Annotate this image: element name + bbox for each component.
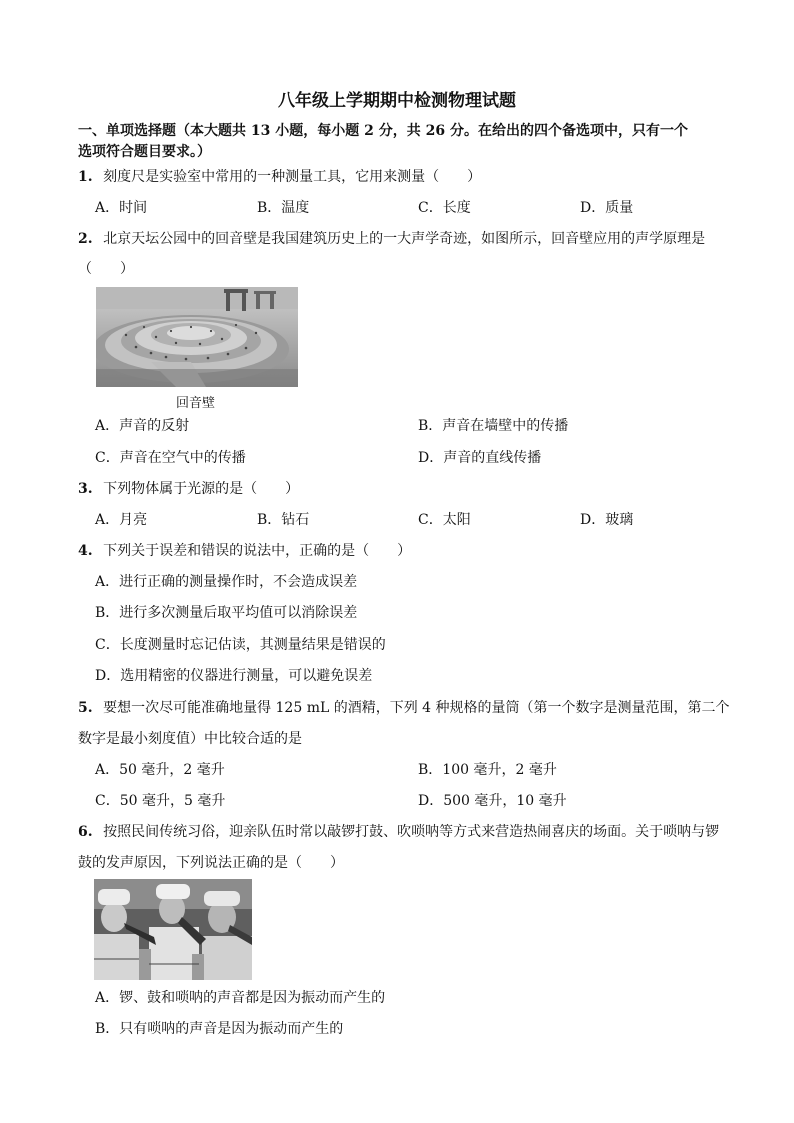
q3-option-d[interactable]: D．玻璃 (580, 512, 634, 528)
question-text: 要想一次尽可能准确地量得 125 mL 的酒精，下列 4 种规格的量筒（第一个数字是测量范围，第二个 (103, 700, 730, 716)
q6-option-a[interactable]: A．锣、鼓和唢呐的声音都是因为振动而产生的 (95, 990, 386, 1006)
page-title: 八年级上学期期中检测物理试题 (278, 91, 516, 111)
q1-option-a[interactable]: A．时间 (95, 200, 148, 216)
question-text: 按照民间传统习俗，迎亲队伍时常以敲锣打鼓、吹唢呐等方式来营造热闹喜庆的场面。关于唢呐与锣 (103, 824, 720, 840)
q2-option-c[interactable]: C．声音在空气中的传播 (95, 450, 246, 466)
question-text: 刻度尺是实验室中常用的一种测量工具，它用来测量（ ） (103, 169, 482, 185)
q2-option-a[interactable]: A．声音的反射 (95, 418, 190, 434)
q4-option-b[interactable]: B．进行多次测量后取平均值可以消除误差 (95, 605, 358, 621)
q3-option-b[interactable]: B．钻石 (257, 512, 310, 528)
q1-option-b[interactable]: B．温度 (257, 200, 310, 216)
question-number: 4. (78, 543, 93, 559)
echo-wall-photo (96, 287, 298, 387)
q5-option-d[interactable]: D．500 毫升，10 毫升 (418, 793, 567, 809)
q6-option-b[interactable]: B．只有唢呐的声音是因为振动而产生的 (95, 1021, 344, 1037)
question-text: 下列关于误差和错误的说法中，正确的是（ ） (103, 543, 412, 559)
q1-option-c[interactable]: C．长度 (418, 200, 471, 216)
question-text: 北京天坛公园中的回音壁是我国建筑历史上的一大声学奇迹，如图所示，回音壁应用的声学原理是 (103, 231, 706, 247)
question-number: 6. (78, 824, 93, 840)
question-5 (78, 697, 730, 717)
image-caption: 回音壁 (176, 396, 216, 411)
musicians-image (94, 879, 252, 980)
section-heading-line1: 一、单项选择题（本大题共 13 小题，每小题 2 分，共 26 分。在给出的四个备选项中，只有一个 (78, 123, 688, 139)
question-1 (78, 166, 481, 186)
q5-option-c[interactable]: C．50 毫升，5 毫升 (95, 793, 226, 809)
q1-option-d[interactable]: D．质量 (580, 200, 634, 216)
question-6 (78, 821, 719, 841)
question-3 (78, 478, 299, 498)
q5-option-b[interactable]: B．100 毫升，2 毫升 (418, 762, 557, 778)
q5-option-a[interactable]: A．50 毫升，2 毫升 (95, 762, 225, 778)
q3-option-c[interactable]: C．太阳 (418, 512, 471, 528)
question-number: 2. (78, 231, 93, 247)
section-heading-line2: 选项符合题目要求。） (78, 144, 211, 160)
q2-option-b[interactable]: B．声音在墙壁中的传播 (418, 418, 569, 434)
question-text: 下列物体属于光源的是（ ） (103, 481, 300, 497)
question-5-continuation: 数字是最小刻度值）中比较合适的是 (78, 731, 302, 747)
question-number: 5. (78, 700, 93, 716)
q4-option-a[interactable]: A．进行正确的测量操作时，不会造成误差 (95, 574, 358, 590)
q2-option-d[interactable]: D．声音的直线传播 (418, 450, 542, 466)
question-2-continuation: （ ） (78, 261, 134, 277)
question-number: 1. (78, 169, 93, 185)
q4-option-d[interactable]: D．选用精密的仪器进行测量，可以避免误差 (95, 668, 373, 684)
question-4 (78, 540, 411, 560)
question-2 (78, 228, 705, 248)
musicians-photo (94, 879, 252, 980)
q3-option-a[interactable]: A．月亮 (95, 512, 148, 528)
question-6-continuation: 鼓的发声原因，下列说法正确的是（ ） (78, 855, 344, 871)
q4-option-c[interactable]: C．长度测量时忘记估读，其测量结果是错误的 (95, 637, 386, 653)
question-number: 3. (78, 481, 93, 497)
echo-wall-image (96, 287, 298, 387)
